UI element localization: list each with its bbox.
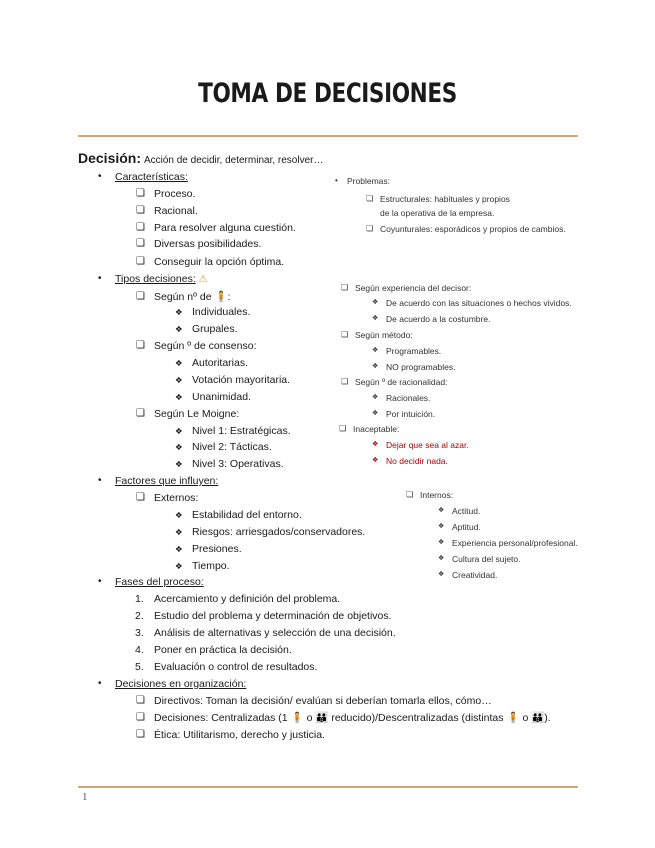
- list-item: ❖ Creatividad.: [452, 568, 497, 582]
- item-text: Poner en práctica la decisión.: [154, 644, 292, 656]
- list-item: ❖ Nivel 3: Operativas.: [192, 457, 284, 471]
- segun-lemoigne-heading: ❏ Según Le Moigne:: [154, 407, 239, 421]
- list-item: ❖ Unanimidad.: [192, 390, 251, 404]
- decisiones-end: ).: [544, 712, 551, 724]
- list-item: ❖ Presiones.: [192, 542, 242, 556]
- warning-icon: ⚠: [198, 274, 208, 285]
- list-item: [135, 660, 318, 674]
- list-item: ❏ Diversas posibilidades.: [154, 237, 261, 251]
- family-icon: 👪: [531, 712, 545, 724]
- decision-text: Acción de decidir, determinar, resolver…: [143, 155, 324, 166]
- list-item: ❖ Estabilidad del entorno.: [192, 508, 302, 522]
- list-item: [135, 592, 341, 606]
- segun-consenso-heading: ❏ Según º de consenso:: [154, 339, 257, 353]
- organizacion-heading: • Decisiones en organización:: [115, 677, 246, 691]
- problemas-heading: • Problemas:: [347, 174, 390, 188]
- segun-n-heading: [154, 290, 230, 304]
- list-item: ❏ Ética: Utilitarismo, derecho y justicia.: [154, 728, 325, 742]
- decision-term: Decisión:: [78, 150, 142, 166]
- experiencia-heading: ❏ Según experiencia del decisor:: [355, 281, 471, 295]
- list-item-continuation: de la operativa de la empresa.: [380, 208, 495, 218]
- list-item: ❏ Para resolver alguna cuestión.: [154, 221, 296, 235]
- list-item: [135, 643, 292, 657]
- list-item: ❖ Riesgos: arriesgados/conservadores.: [192, 525, 365, 539]
- item-number: 3.: [135, 627, 144, 639]
- externos-heading: ❏ Externos:: [154, 491, 198, 505]
- family-icon: 👪: [315, 712, 329, 724]
- inaceptable-heading: ❏ Inaceptable:: [353, 422, 399, 436]
- person-icon: 🧍: [214, 291, 228, 303]
- tipos-heading: [115, 272, 208, 287]
- list-item: ❖ Por intuición.: [386, 407, 435, 421]
- segun-n-colon: :: [227, 291, 231, 303]
- fases-heading: • Fases del proceso:: [115, 575, 204, 589]
- list-item: ❖ No decidir nada.: [386, 454, 448, 468]
- decisiones-item: [154, 711, 551, 725]
- list-item: [135, 609, 392, 623]
- metodo-heading: ❏ Según método:: [355, 328, 413, 342]
- list-item: ❏ Proceso.: [154, 187, 195, 201]
- item-number: 4.: [135, 644, 144, 656]
- list-item: ❏ Directivos: Toman la decisión/ evalúan si deberían tomarla ellos, cómo…: [154, 694, 492, 708]
- list-item: ❖ Autoritarias.: [192, 356, 248, 370]
- list-item: ❖ Nivel 1: Estratégicas.: [192, 424, 291, 438]
- decisiones-o: o: [306, 712, 313, 724]
- footer-divider: [78, 786, 578, 788]
- factores-heading: • Factores que influyen:: [115, 474, 218, 488]
- person-icon: 🧍: [506, 712, 520, 724]
- decisiones-mid: reducido)/Descentralizadas (distintas: [331, 712, 504, 724]
- racionalidad-heading: ❏ Según º de racionalidad:: [355, 375, 447, 389]
- decisiones-prefix: Decisiones: Centralizadas (1: [154, 712, 288, 724]
- item-number: 1.: [135, 593, 144, 605]
- list-item: ❏ Coyunturales: esporádicos y propios de cambios.: [380, 222, 566, 236]
- list-item: ❖ Grupales.: [192, 322, 238, 336]
- list-item: ❖ Votación mayoritaria.: [192, 373, 290, 387]
- list-item: ❖ Individuales.: [192, 305, 250, 319]
- decisiones-o: o: [522, 712, 529, 724]
- list-item: [135, 626, 396, 640]
- page-number: 1: [82, 791, 88, 803]
- item-number: 5.: [135, 661, 144, 673]
- item-text: Análisis de alternativas y selección de una decisión.: [154, 627, 396, 639]
- item-text: Acercamiento y definición del problema.: [154, 593, 341, 605]
- internos-heading: ❏ Internos:: [420, 488, 453, 502]
- list-item: ❖ Dejar que sea al azar.: [386, 438, 469, 452]
- item-text: Estudio del problema y determinación de objetivos.: [154, 610, 392, 622]
- list-item: ❖ Tiempo.: [192, 559, 230, 573]
- list-item: ❖ De acuerdo a la costumbre.: [386, 312, 490, 326]
- decision-definition: [78, 150, 323, 166]
- page-title: TOMA DE DECISIONES: [198, 78, 457, 109]
- list-item: ❖ Programables.: [386, 344, 441, 358]
- caracteristicas-heading: • Características:: [115, 170, 188, 184]
- list-item: ❖ Racionales.: [386, 391, 430, 405]
- list-item: ❖ De acuerdo con las situaciones o hechos vividos.: [386, 296, 572, 310]
- header-divider: [78, 135, 578, 137]
- list-item: ❖ Experiencia personal/profesional.: [452, 536, 578, 550]
- item-number: 2.: [135, 610, 144, 622]
- list-item: ❖ Actitud.: [452, 504, 480, 518]
- list-item: ❏ Racional.: [154, 204, 198, 218]
- list-item: ❖ Cultura del sujeto.: [452, 552, 521, 566]
- list-item: ❖ NO programables.: [386, 360, 455, 374]
- list-item: ❏ Estructurales: habituales y propios: [380, 192, 510, 206]
- tipos-label: Tipos decisiones:: [115, 273, 196, 285]
- list-item: ❏ Conseguir la opción óptima.: [154, 255, 284, 269]
- list-item: ❖ Nivel 2: Tácticas.: [192, 440, 272, 454]
- segun-n-label: Según nº de: [154, 291, 212, 303]
- person-icon: 🧍: [290, 712, 304, 724]
- list-item: ❖ Aptitud.: [452, 520, 481, 534]
- item-text: Evaluación o control de resultados.: [154, 661, 318, 673]
